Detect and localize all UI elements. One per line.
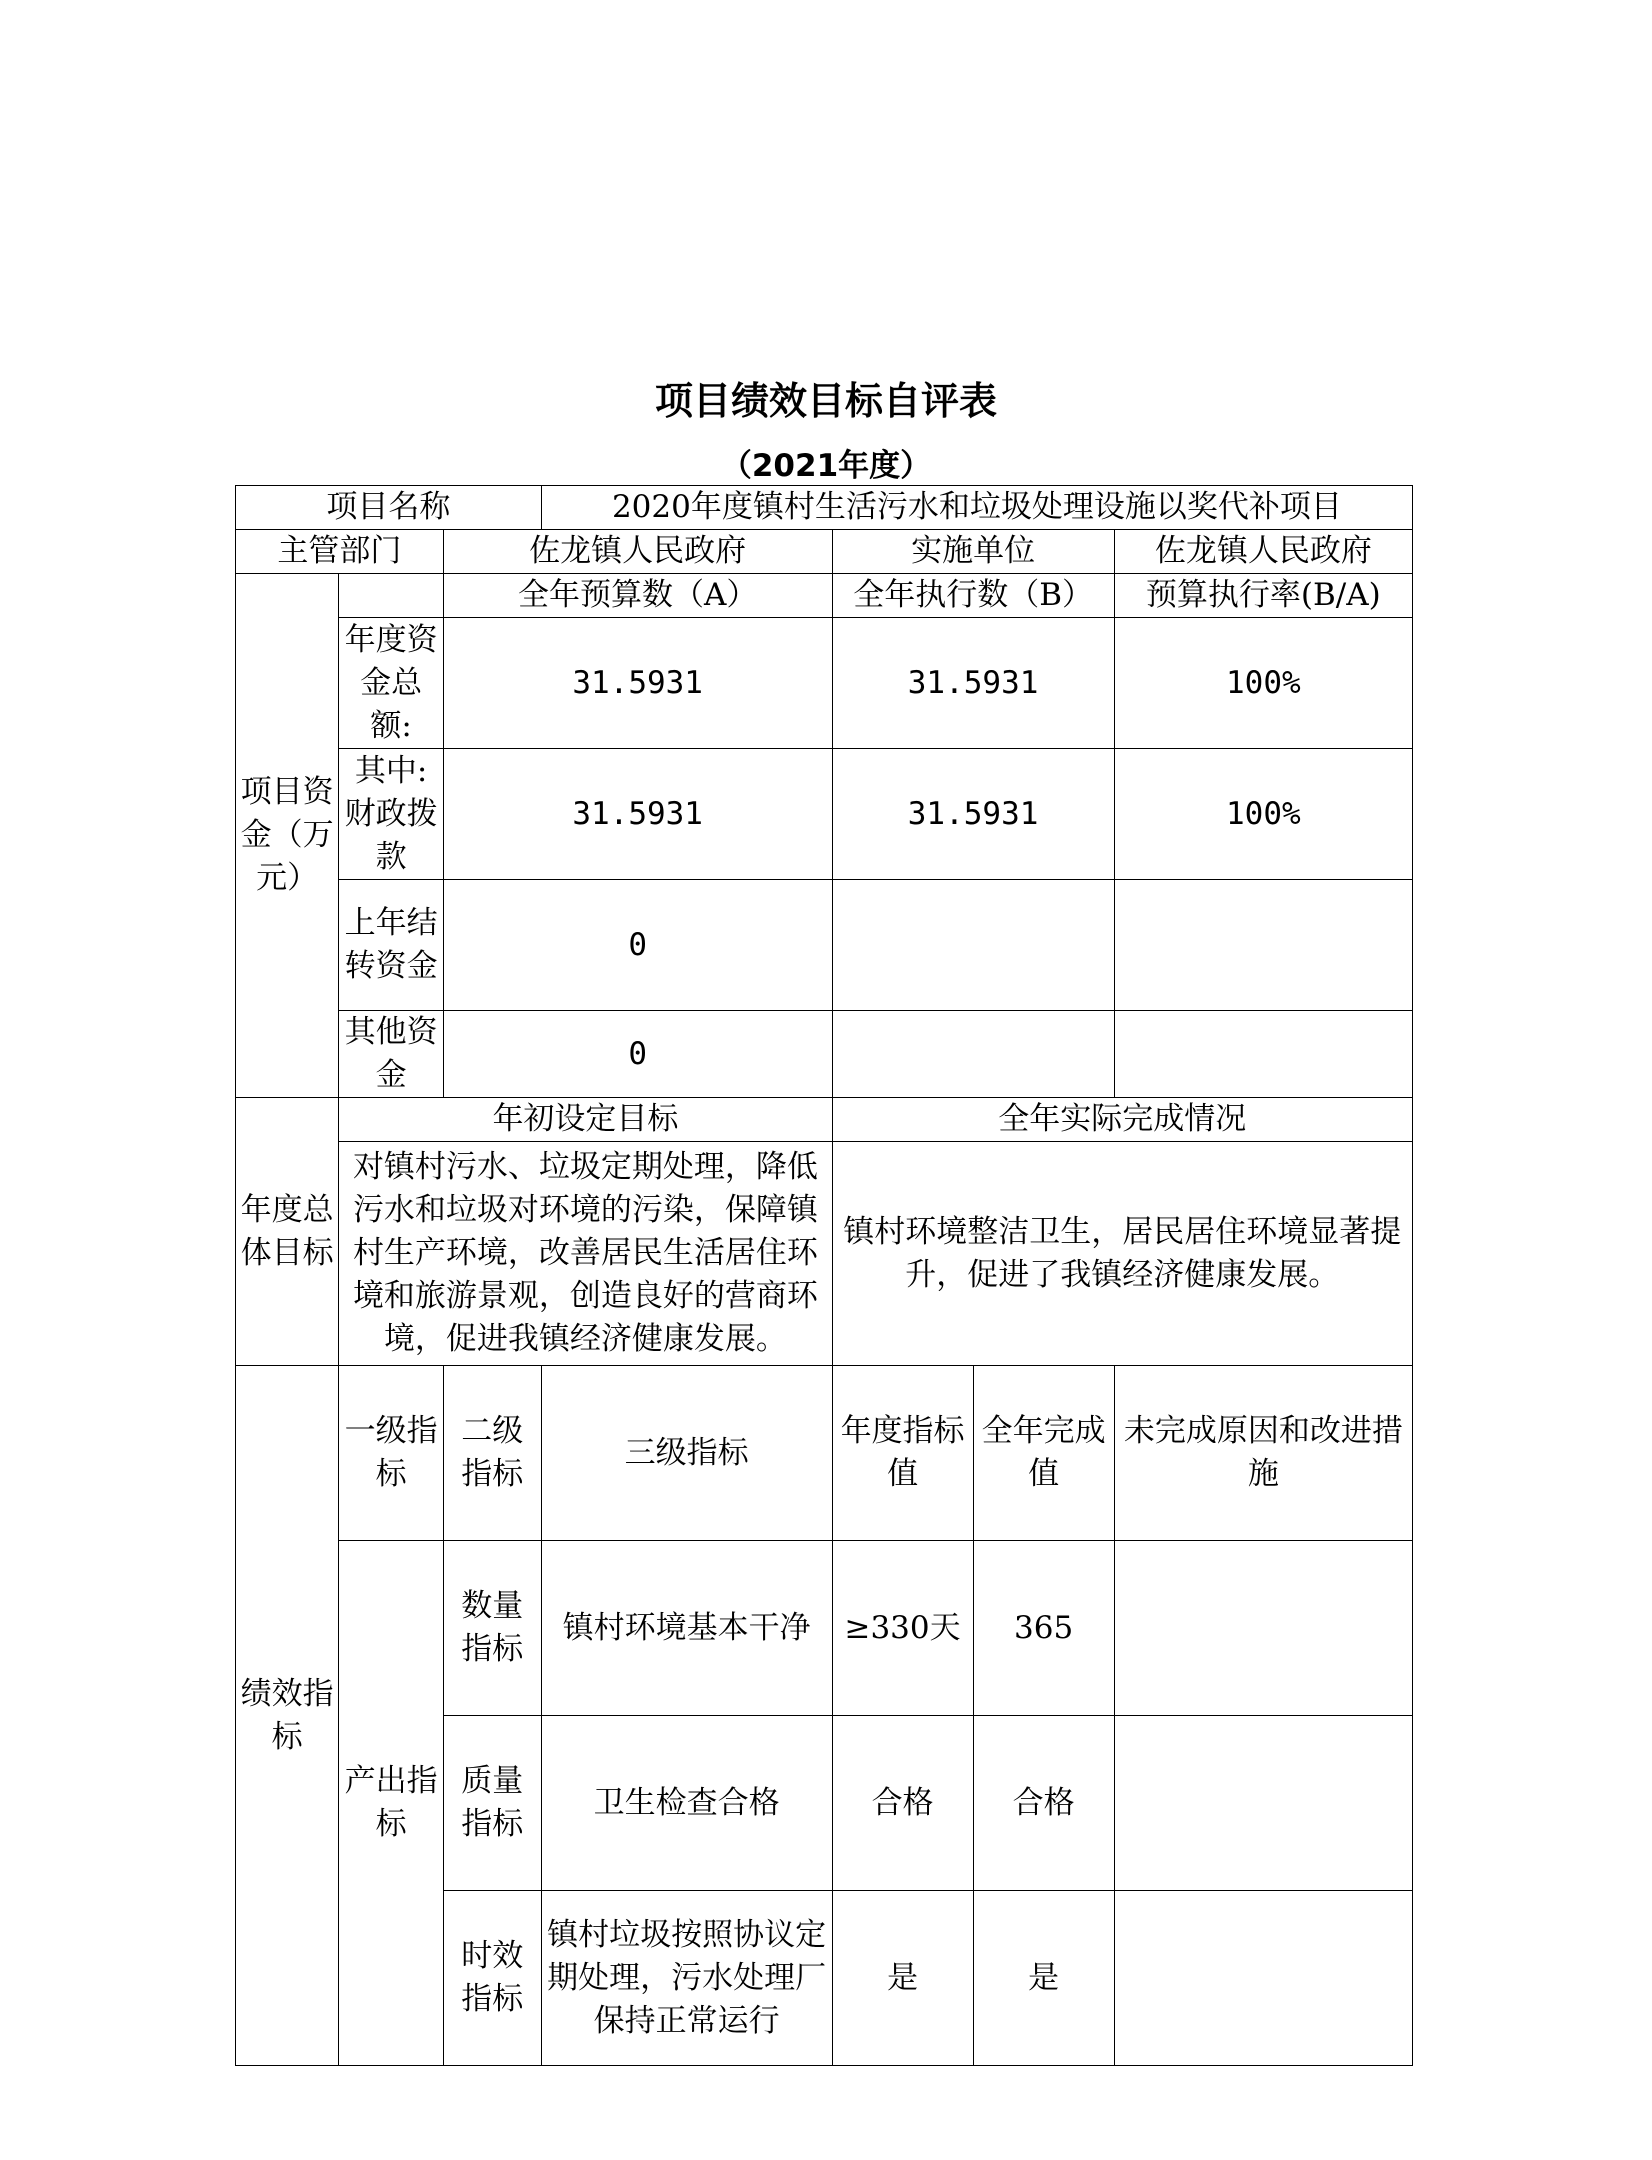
department-label: 主管部门 [236,530,444,574]
funds-row [236,618,1413,749]
indicator-actual: 是 [973,1891,1114,2066]
funds-row-executed: 31.5931 [832,749,1114,880]
funds-header-budget: 全年预算数（A） [443,574,832,618]
implementing-unit-value: 佐龙镇人民政府 [1114,530,1412,574]
funds-header-row [236,574,1413,618]
evaluation-table [235,485,1413,2066]
funds-row-rate [1114,1011,1412,1098]
goals-header-row [236,1098,1413,1142]
indicator-reason [1114,1541,1412,1716]
funds-row-label: 其中:财政拨款 [339,749,443,880]
indicator-level3: 镇村环境基本干净 [541,1541,832,1716]
funds-row-budget: 31.5931 [443,749,832,880]
funds-row-executed: 31.5931 [832,618,1114,749]
implementing-unit-label: 实施单位 [832,530,1114,574]
indicators-header-target: 年度指标值 [832,1366,973,1541]
indicator-level2: 数量指标 [443,1541,541,1716]
funds-row-rate: 100% [1114,749,1412,880]
funds-row [236,880,1413,1011]
indicators-header-actual: 全年完成值 [973,1366,1114,1541]
funds-row-rate: 100% [1114,618,1412,749]
department-row [236,530,1413,574]
funds-row [236,1011,1413,1098]
funds-header-blank [339,574,443,618]
project-name-row [236,486,1413,530]
indicators-header-reason: 未完成原因和改进措施 [1114,1366,1412,1541]
indicator-level1-output: 产出指标 [339,1541,443,2066]
goals-label: 年度总体目标 [236,1098,339,1366]
indicators-header-row [236,1366,1413,1541]
indicators-header-level3: 三级指标 [541,1366,832,1541]
goals-initial-header: 年初设定目标 [339,1098,832,1142]
page-subtitle: （2021年度） [720,448,932,484]
funds-label: 项目资金（万元） [236,574,339,1098]
indicator-reason [1114,1891,1412,2066]
funds-row [236,749,1413,880]
funds-header-executed: 全年执行数（B） [832,574,1114,618]
funds-row-budget: 0 [443,880,832,1011]
goals-actual-text: 镇村环境整洁卫生，居民居住环境显著提升，促进了我镇经济健康发展。 [832,1142,1412,1366]
indicator-actual: 合格 [973,1716,1114,1891]
funds-header-rate: 预算执行率(B/A) [1114,574,1412,618]
funds-row-executed [832,880,1114,1011]
project-name-label: 项目名称 [236,486,542,530]
funds-row-label: 上年结转资金 [339,880,443,1011]
indicator-reason [1114,1716,1412,1891]
funds-row-label: 其他资金 [339,1011,443,1098]
indicator-level3: 镇村垃圾按照协议定期处理，污水处理厂保持正常运行 [541,1891,832,2066]
funds-row-budget: 31.5931 [443,618,832,749]
indicator-level2: 时效指标 [443,1891,541,2066]
indicator-level3: 卫生检查合格 [541,1716,832,1891]
department-value: 佐龙镇人民政府 [443,530,832,574]
indicators-header-level2: 二级指标 [443,1366,541,1541]
funds-row-executed [832,1011,1114,1098]
goals-initial-text: 对镇村污水、垃圾定期处理，降低污水和垃圾对环境的污染，保障镇村生产环境，改善居民生活居住环境和旅游景观，创造良好的营商环境，促进我镇经济健康发展。 [339,1142,832,1366]
indicators-label: 绩效指标 [236,1366,339,2066]
funds-row-budget: 0 [443,1011,832,1098]
funds-row-rate [1114,880,1412,1011]
indicator-actual: 365 [973,1541,1114,1716]
indicator-target: 合格 [832,1716,973,1891]
funds-row-label: 年度资金总额: [339,618,443,749]
indicator-level2: 质量指标 [443,1716,541,1891]
project-name-value: 2020年度镇村生活污水和垃圾处理设施以奖代补项目 [541,486,1412,530]
page-title: 项目绩效目标自评表 [654,379,997,423]
indicator-row [236,1541,1413,1716]
goals-actual-header: 全年实际完成情况 [832,1098,1412,1142]
goals-content-row [236,1142,1413,1366]
indicators-header-level1: 一级指标 [339,1366,443,1541]
indicator-target: ≥330天 [832,1541,973,1716]
indicator-target: 是 [832,1891,973,2066]
